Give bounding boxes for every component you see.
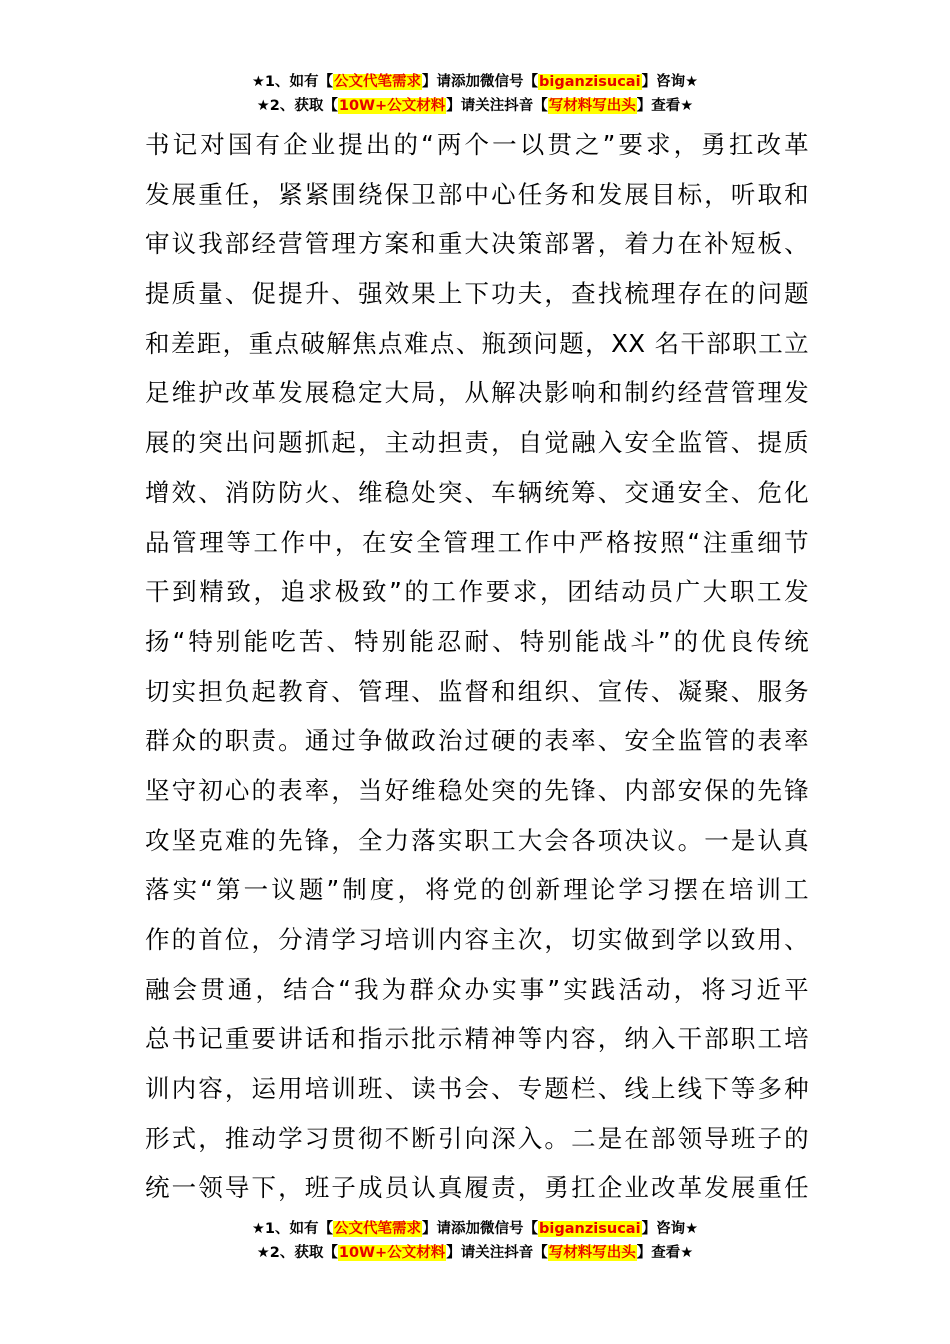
body-line: 书记对国有企业提出的“两个一以贯之”要求，勇扛改革 [145,130,809,159]
body-line: 攻坚克难的先锋，全力落实职工大会各项决议。一是认真 [145,825,809,855]
body-line: 训内容，运用培训班、读书会、专题栏、线上线下等多种 [145,1074,809,1104]
douyin-account-highlight[interactable]: 写材料写出头 [548,1245,636,1261]
douyin-account-highlight[interactable]: 写材料写出头 [548,98,636,114]
banner-line-1: ★1、如有【公文代笔需求】请添加微信号【biganzisucai】咨询★ [251,1221,699,1237]
body-line: 审议我部经营管理方案和重大决策部署，着力在补短板、 [145,229,809,259]
banner-line-1: ★1、如有【公文代笔需求】请添加微信号【biganzisucai】咨询★ [251,74,699,90]
body-line: 群众的职责。通过争做政治过硬的表率、安全监管的表率 [145,726,809,756]
highlight-writing-service: 公文代笔需求 [334,74,422,90]
banner-line-2: ★2、获取【10W+公文材料】请关注抖音【写材料写出头】查看★ [256,98,694,114]
body-line: 和差距，重点破解焦点难点、瓶颈问题，XX 名干部职工立 [145,328,809,358]
body-line: 总书记重要讲话和指示批示精神等内容，纳入干部职工培 [145,1024,809,1054]
body-line: 融会贯通，结合“我为群众办实事”实践活动，将习近平 [145,974,809,1004]
body-line: 作的首位，分清学习培训内容主次，切实做到学以致用、 [145,925,809,954]
body-line: 足维护改革发展稳定大局，从解决影响和制约经营管理发 [145,378,809,408]
wechat-id-highlight[interactable]: biganzisucai [539,74,641,90]
highlight-materials: 10W+公文材料 [338,98,446,114]
body-line: 扬“特别能吃苦、特别能忍耐、特别能战斗”的优良传统 [145,626,809,656]
body-line: 干到精致，追求极致”的工作要求，团结动员广大职工发 [145,577,809,607]
body-line: 切实担负起教育、管理、监督和组织、宣传、凝聚、服务 [145,676,809,706]
body-line: 落实“第一议题”制度，将党的创新理论学习摆在培训工 [145,875,809,905]
banner-line-2: ★2、获取【10W+公文材料】请关注抖音【写材料写出头】查看★ [256,1245,694,1261]
wechat-id-highlight[interactable]: biganzisucai [539,1221,641,1237]
body-line: 提质量、促提升、强效果上下功夫，查找梳理存在的问题 [145,279,809,309]
highlight-writing-service: 公文代笔需求 [334,1221,422,1237]
highlight-materials: 10W+公文材料 [338,1245,446,1261]
body-line: 增效、消防防火、维稳处突、车辆统筹、交通安全、危化 [145,477,809,507]
body-line: 展的突出问题抓起，主动担责，自觉融入安全监管、提质 [145,428,809,458]
top-banner [0,70,950,118]
bottom-banner [0,1217,950,1265]
body-line: 品管理等工作中，在安全管理工作中严格按照“注重细节 [145,527,809,557]
body-line: 统一领导下，班子成员认真履责，勇扛企业改革发展重任 [145,1173,809,1203]
body-line: 坚守初心的表率，当好维稳处突的先锋、内部安保的先锋 [145,775,809,805]
body-line: 形式，推动学习贯彻不断引向深入。二是在部领导班子的 [145,1123,809,1153]
document-body [145,120,809,1213]
body-line: 发展重任，紧紧围绕保卫部中心任务和发展目标，听取和 [145,179,809,209]
